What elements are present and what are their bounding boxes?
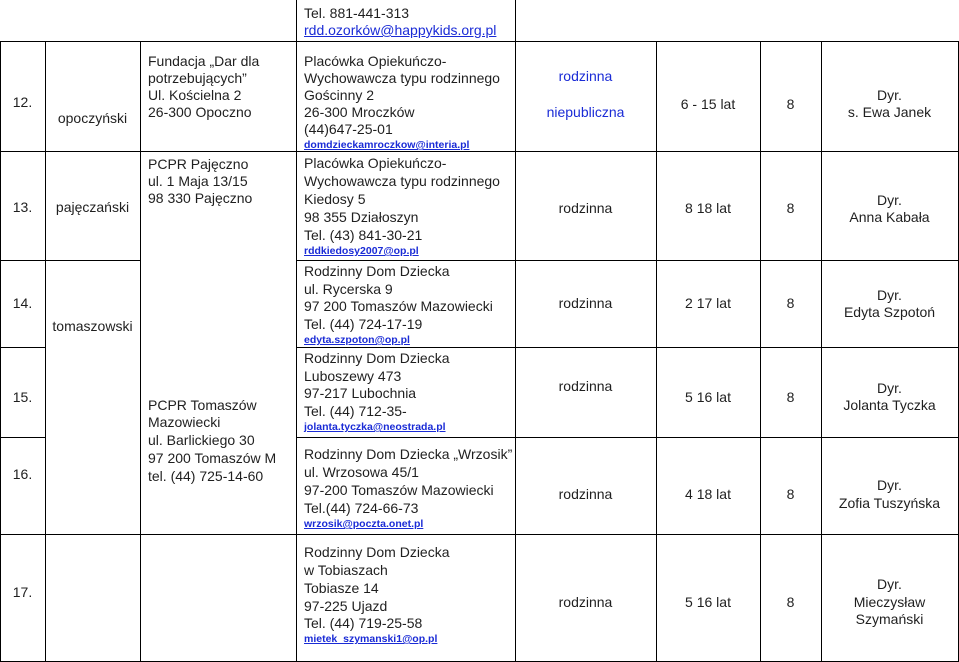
facility-line: 97-225 Ujazd xyxy=(304,598,388,614)
age-range: 4 18 lat xyxy=(685,486,731,502)
organizer-line: Ul. Kościelna 2 xyxy=(148,87,242,103)
top-phone: Tel. 881-441-313 xyxy=(304,5,410,21)
col-border xyxy=(515,0,516,662)
col-border xyxy=(140,41,141,662)
organizer-line: Mazowiecki xyxy=(148,414,221,430)
facility-line: (44)647-25-01 xyxy=(304,121,393,137)
organizer-line: ul. Barlickiego 30 xyxy=(148,432,255,448)
row-border xyxy=(0,347,45,348)
facility-line: 97-200 Tomaszów Mazowiecki xyxy=(304,482,494,498)
age-range: 5 16 lat xyxy=(685,389,731,405)
facility-line: Tel. (43) 841-30-21 xyxy=(304,227,423,243)
col-border xyxy=(45,41,46,662)
organizer-line: Fundacja „Dar dla xyxy=(148,53,260,69)
county-name: pajęczański xyxy=(55,199,130,215)
row-number: 12. xyxy=(12,94,33,110)
director-line: Jolanta Tyczka xyxy=(843,397,936,413)
top-email-link[interactable]: rdd.ozorków@happykids.org.pl xyxy=(304,22,497,38)
facility-line: Tel. (44) 712-35- xyxy=(304,403,407,419)
director-line: Dyr. xyxy=(877,380,902,396)
facility-line: Rodzinny Dom Dziecka xyxy=(304,544,450,560)
facility-type: rodzinna xyxy=(558,486,613,502)
facility-line: Placówka Opiekuńczo- xyxy=(304,53,447,69)
facility-line: Wychowawcza typu rodzinnego xyxy=(304,173,500,189)
facility-line: ul. Wrzosowa 45/1 xyxy=(304,464,419,480)
places-count: 8 xyxy=(786,295,795,311)
director-line: Dyr. xyxy=(877,477,902,493)
age-range: 5 16 lat xyxy=(685,594,731,610)
facility-line: 97-217 Lubochnia xyxy=(304,385,417,401)
facility-line: Tel. (44) 719-25-58 xyxy=(304,615,423,631)
row-border xyxy=(296,437,959,438)
organizer-line: 98 330 Pajęczno xyxy=(148,190,253,206)
facility-line: Tel. (44) 724-17-19 xyxy=(304,316,423,332)
facility-line: Luboszewy 473 xyxy=(304,368,402,384)
organizer-line: PCPR Pajęczno xyxy=(148,156,249,172)
facility-type: rodzinna xyxy=(558,378,613,394)
row-number: 13. xyxy=(12,199,33,215)
organizer-line: potrzebujących” xyxy=(148,70,247,86)
row-number: 15. xyxy=(12,389,33,405)
facility-type: rodzinna xyxy=(558,295,613,311)
director-line: Dyr. xyxy=(877,192,902,208)
director-line: Anna Kabała xyxy=(849,209,930,225)
row-border xyxy=(0,41,959,42)
facility-email-link[interactable]: domdzieckamroczkow@interia.pl xyxy=(304,139,470,151)
places-count: 8 xyxy=(786,594,795,610)
row-border xyxy=(0,151,959,152)
facility-type: rodzinna xyxy=(558,68,613,84)
places-count: 8 xyxy=(786,96,795,112)
places-count: 8 xyxy=(786,200,795,216)
places-count: 8 xyxy=(786,389,795,405)
facility-email-link[interactable]: jolanta.tyczka@neostrada.pl xyxy=(304,421,446,433)
facility-line: Wychowawcza typu rodzinnego xyxy=(304,70,500,86)
county-name: tomaszowski xyxy=(52,318,133,334)
col-border xyxy=(760,41,761,662)
director-line: Dyr. xyxy=(877,576,902,592)
director-line: s. Ewa Janek xyxy=(847,104,932,120)
organizer-line: ul. 1 Maja 13/15 xyxy=(148,173,248,189)
row-number: 14. xyxy=(12,295,33,311)
director-line: Szymański xyxy=(855,611,924,627)
facility-line: Rodzinny Dom Dziecka xyxy=(304,350,450,366)
row-number: 16. xyxy=(12,466,33,482)
director-line: Dyr. xyxy=(877,287,902,303)
facility-line: Tobiasze 14 xyxy=(304,580,379,596)
facility-email-link[interactable]: mietek_szymanski1@op.pl xyxy=(304,633,438,645)
age-range: 2 17 lat xyxy=(685,295,731,311)
director-line: Mieczysław xyxy=(853,594,926,610)
director-line: Dyr. xyxy=(877,87,902,103)
row-border xyxy=(0,534,959,535)
organizer-line: 26-300 Opoczno xyxy=(148,104,252,120)
row-border xyxy=(0,260,140,261)
row-border xyxy=(296,347,959,348)
facility-line: Kiedosy 5 xyxy=(304,191,366,207)
facility-line: 98 355 Działoszyn xyxy=(304,209,419,225)
director-line: Edyta Szpotoń xyxy=(843,304,936,320)
places-count: 8 xyxy=(786,486,795,502)
facility-line: Rodzinny Dom Dziecka xyxy=(304,263,450,279)
col-border xyxy=(821,41,822,662)
facility-type: rodzinna xyxy=(558,594,613,610)
facility-email-link[interactable]: edyta.szpoton@op.pl xyxy=(304,334,410,346)
age-range: 6 - 15 lat xyxy=(680,96,736,112)
director-line: Zofia Tuszyńska xyxy=(838,495,941,511)
facility-line: ul. Rycerska 9 xyxy=(304,281,393,297)
facility-line: 97 200 Tomaszów Mazowiecki xyxy=(304,298,493,314)
facility-email-link[interactable]: wrzosik@poczta.onet.pl xyxy=(304,518,424,530)
row-border xyxy=(296,260,959,261)
facility-line: Rodzinny Dom Dziecka „Wrzosik” xyxy=(304,446,513,462)
facility-type: rodzinna xyxy=(558,200,613,216)
organizer-line: 97 200 Tomaszów M xyxy=(148,450,277,466)
facility-line: w Tobiaszach xyxy=(304,562,388,578)
col-border xyxy=(656,41,657,662)
organizer-line: PCPR Tomaszów xyxy=(148,397,257,413)
row-border xyxy=(0,437,45,438)
facility-email-link[interactable]: rddkiedosy2007@op.pl xyxy=(304,245,419,257)
age-range: 8 18 lat xyxy=(685,200,731,216)
row-number: 17. xyxy=(12,584,33,600)
organizer-line: tel. (44) 725-14-60 xyxy=(148,468,264,484)
col-border xyxy=(0,41,1,662)
facility-line: Tel.(44) 724-66-73 xyxy=(304,500,419,516)
col-border xyxy=(296,0,297,662)
facility-line: Gościnny 2 xyxy=(304,87,375,103)
facility-line: 26-300 Mroczków xyxy=(304,104,415,120)
facility-type-secondary: niepubliczna xyxy=(546,104,625,120)
facility-line: Placówka Opiekuńczo- xyxy=(304,155,447,171)
county-name: opoczyński xyxy=(57,110,128,126)
